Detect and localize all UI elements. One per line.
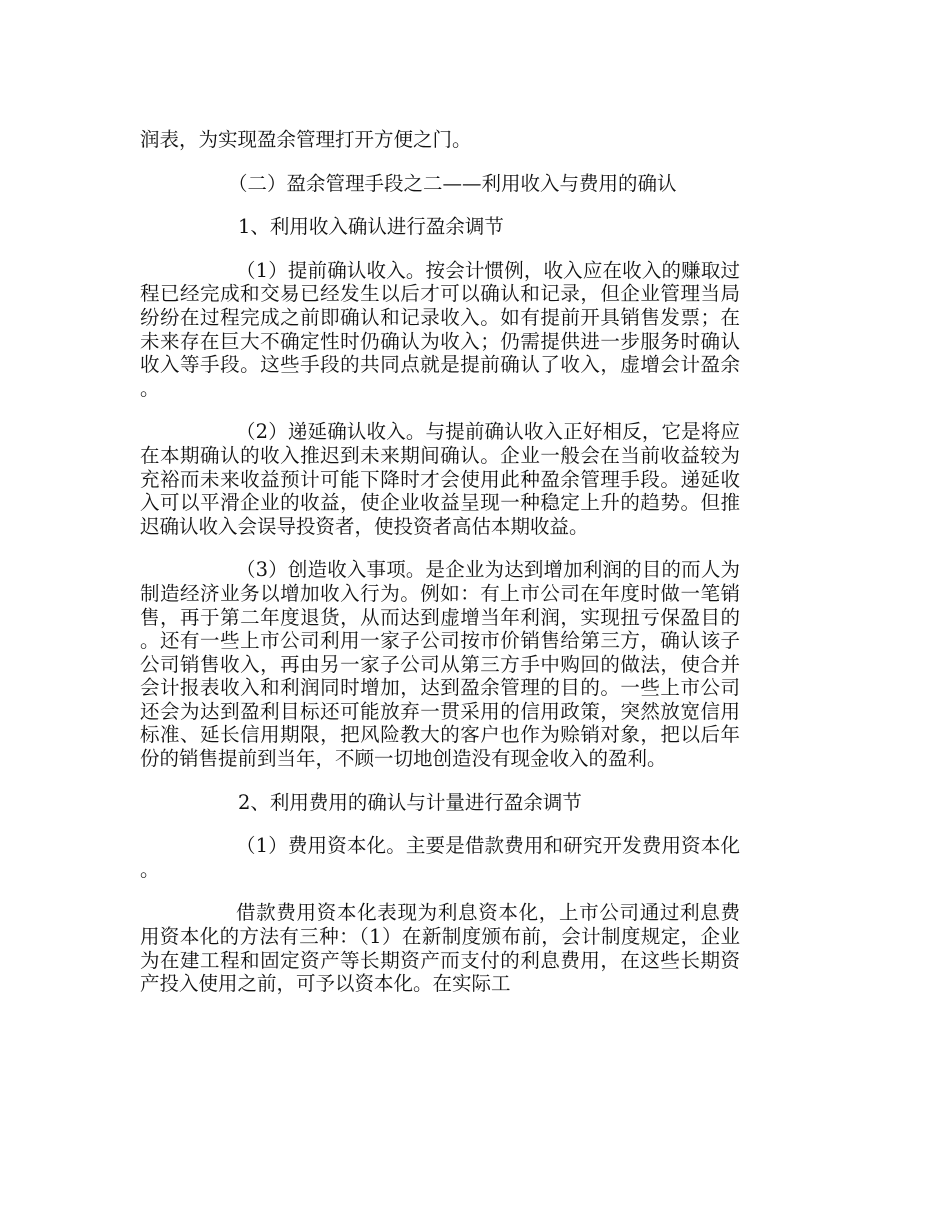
paragraph-created-revenue: （3）创造收入事项。是企业为达到增加利润的目的而人为制造经济业务以增加收入行为。例如：有上市公司在年度时做一笔销售，再于第二年度退货，从而达到虚增当年利润，实现扭亏保盈目的。还有一些上市公司利用一家子公司按市价销售给第三方，确认该子公司销售收入，再由另一家子公司从第三方手中购回的做法，使合并会计报表收入和利润同时增加，达到盈余管理的目的。一些上市公司还会为达到盈利目标还可能放弃一贯采用的信用政策，突然放宽信用标准、延长信用期限，把风险教大的客户也作为赊销对象，把以后年份的销售提前到当年，不顾一切地创造没有现金收入的盈利。	[140, 558, 740, 771]
document-page	[140, 128, 740, 1016]
paragraph-interest-capitalization: 借款费用资本化表现为利息资本化，上市公司通过利息费用资本化的方法有三种：（1）在新制度颁布前，会计制度规定，企业为在建工程和固定资产等长期资产而支付的利息费用，在这些长期资产投入使用之前，可予以资本化。在实际工	[140, 901, 740, 996]
paragraph-continuation: 润表，为实现盈余管理打开方便之门。	[140, 128, 472, 151]
paragraph-deferred-revenue: （2）递延确认收入。与提前确认收入正好相反，它是将应在本期确认的收入推迟到未来期间确认。企业一般会在当前收益较为充裕而未来收益预计可能下降时才会使用此种盈余管理手段。递延收入可以平滑企业的收益，使企业收益呈现一种稳定上升的趋势。但推迟确认收入会误导投资者，使投资者高估本期收益。	[140, 420, 740, 538]
paragraph-expense-capitalization: （1）费用资本化。主要是借款费用和研究开发费用资本化。	[140, 834, 740, 881]
subsection-heading-revenue: 1、利用收入确认进行盈余调节	[238, 215, 504, 239]
paragraph-early-revenue: （1）提前确认收入。按会计惯例，收入应在收入的赚取过程已经完成和交易已经发生以后才可以确认和记录，但企业管理当局纷纷在过程完成之前即确认和记录收入。如有提前开具销售发票；在未来存在巨大不确定性时仍确认为收入；仍需提供进一步服务时确认收入等手段。这些手段的共同点就是提前确认了收入，虚增会计盈余。	[140, 258, 740, 400]
subsection-heading-expense: 2、利用费用的确认与计量进行盈余调节	[238, 790, 582, 814]
section-heading: （二）盈余管理手段之二——利用收入与费用的确认	[228, 171, 677, 195]
